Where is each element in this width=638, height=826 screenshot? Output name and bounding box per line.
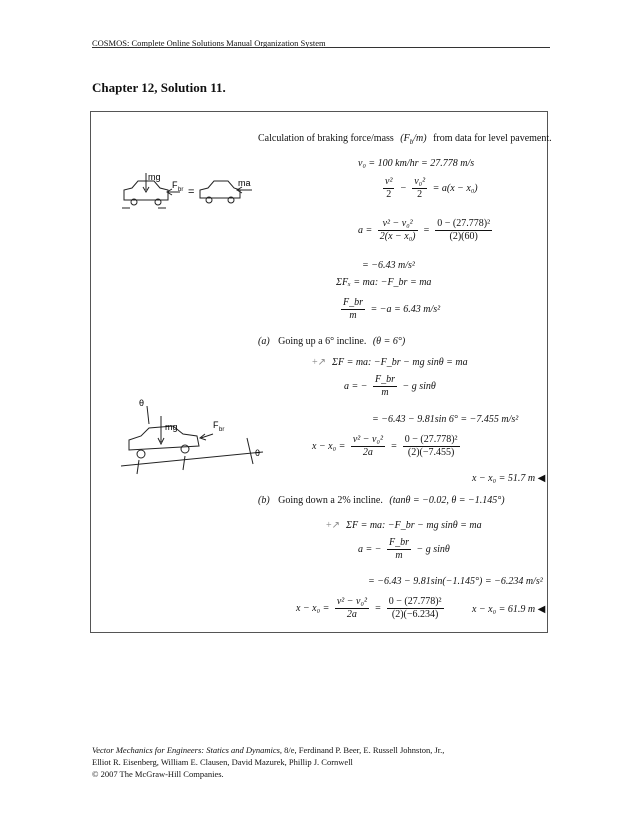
fig2-mg-label: mg: [165, 422, 178, 432]
eq-sum-fx: ΣFₓ = ma: −F_br = ma: [336, 277, 432, 288]
part-a-text: Going up a 6° incline.: [278, 336, 367, 347]
eq-a-sum-f: [312, 357, 468, 368]
footer-book-line: [92, 745, 444, 755]
eq-kin-rhs: = a(x − x₀): [432, 182, 478, 194]
eq-a-acc-den: m: [381, 387, 389, 398]
eq-a-den2: (2)(60): [449, 231, 478, 242]
fig1-equals: =: [188, 186, 195, 198]
part-b-label: (b): [258, 495, 270, 506]
eq-a-num1: v² − v₀²: [378, 218, 418, 231]
fig1-force-label: F: [172, 180, 178, 190]
eq-b-dist-eq: =: [374, 602, 382, 614]
intro-post: from data for level pavement.: [433, 133, 552, 144]
footer-copyright: © 2007 The McGraw-Hill Companies.: [92, 769, 224, 779]
eq-a-eq: =: [423, 224, 430, 236]
answer-a: [472, 473, 545, 484]
eq-b-acc-rhs: − g sinθ: [416, 543, 450, 555]
eq-b-dist-den1: 2a: [346, 609, 357, 620]
eq-b-acc-lhs: a = −: [358, 543, 382, 555]
eq-a-lhs: a =: [358, 224, 373, 236]
intro-pre: Calculation of braking force/mass: [258, 133, 394, 144]
eq-a-dist-den2: (2)(−7.455): [407, 447, 455, 458]
eq-a-dist-den1: 2a: [362, 447, 373, 458]
system-header: COSMOS: Complete Online Solutions Manual Organization System: [92, 38, 326, 48]
eq-a-accel-value: = −6.43 − 9.81sin 6° = −7.455 m/s²: [372, 414, 519, 425]
eq-b-distance: [296, 596, 447, 621]
eq-a-dist-num2: 0 − (27.778)²: [404, 434, 458, 445]
eq-b-acc-den: m: [395, 550, 403, 561]
eq-b-accel-value: = −6.43 − 9.81sin(−1.145°) = −6.234 m/s²: [368, 576, 543, 587]
eq-a-den1: 2(x − x₀): [379, 231, 416, 242]
header-rule: [92, 47, 550, 48]
eq-b-dist-lhs: x − x₀ =: [296, 602, 330, 614]
eq-fbr-over-m: [338, 297, 440, 322]
eq-b-dist-num1: v² − v₀²: [336, 596, 367, 607]
eq-b-sum-f: [326, 520, 482, 531]
eq-a-sumf: ΣF = ma: −F_br − mg sinθ = ma: [332, 357, 468, 368]
eq-a-dist-eq: =: [390, 440, 398, 452]
fig1-mg-label: mg: [148, 172, 161, 182]
eq-a-acc-rhs: − g sinθ: [402, 380, 436, 392]
eq-a-result: = −6.43 m/s²: [362, 260, 415, 271]
eq-v0: v₀ = 100 km/hr = 27.778 m/s: [358, 158, 475, 169]
eq-kin-num2: v₀²: [414, 176, 426, 187]
eq-acceleration-level: [358, 218, 495, 243]
eq-a-num2: 0 − (27.778)²: [437, 218, 491, 229]
eq-a-accel-expr: [344, 374, 436, 399]
eq-fbr-num: F_br: [343, 297, 363, 308]
answer-b-text: x − x₀ = 61.9 m: [472, 604, 536, 615]
footer-book-title: Vector Mechanics for Engineers: Statics and Dynamics: [92, 745, 280, 755]
eq-kin-num1: v²: [385, 176, 393, 187]
eq-a-dist-lhs: x − x₀ =: [312, 440, 346, 452]
eq-kin-den1: 2: [386, 189, 392, 200]
intro-expr: (F: [400, 133, 410, 144]
eq-a-dist-num1: v² − v₀²: [352, 434, 383, 445]
part-a-heading: [258, 336, 405, 347]
eq-b-sumf: ΣF = ma: −F_br − mg sinθ = ma: [346, 520, 482, 531]
fig1-ma-label: ma: [238, 178, 251, 188]
footer-book-rest: , 8/e, Ferdinand P. Beer, E. Russell Johnston, Jr.,: [279, 745, 445, 755]
answer-a-marker: ◀: [537, 473, 546, 484]
eq-a-acc-num: F_br: [375, 374, 395, 385]
fig2-force-label: F: [213, 420, 219, 430]
answer-a-text: x − x₀ = 51.7 m: [472, 473, 536, 484]
eq-a-acc-lhs: a = −: [344, 380, 368, 392]
fig2-force-sub: br: [219, 427, 225, 433]
eq-b-acc-num: F_br: [389, 537, 409, 548]
eq-fbr-rhs: = −a = 6.43 m/s²: [370, 303, 441, 315]
part-b-heading: [258, 495, 505, 506]
intro-sub: b: [409, 138, 414, 146]
part-b-text: Going down a 2% incline.: [278, 495, 383, 506]
sign-convention-icon: +↗: [326, 520, 341, 531]
part-a-label: (a): [258, 336, 270, 347]
sign-convention-icon: +↗: [312, 357, 327, 368]
intro-expr2: /m): [413, 133, 427, 144]
eq-kin-den2: 2: [417, 189, 423, 200]
intro-line: [258, 133, 552, 146]
eq-b-dist-num2: 0 − (27.778)²: [388, 596, 442, 607]
footer-authors: Elliot R. Eisenberg, William E. Clausen, David Mazurek, Phillip J. Cornwell: [92, 757, 353, 767]
eq-b-dist-den2: (2)(−6.234): [391, 609, 439, 620]
fig1-force-sub: br: [178, 187, 184, 193]
answer-b: [472, 604, 545, 615]
eq-kinematic: [380, 176, 478, 201]
eq-a-distance: [312, 434, 463, 459]
free-body-diagram-incline: [117, 398, 267, 478]
free-body-diagram-level: [120, 168, 260, 213]
answer-b-marker: ◀: [537, 604, 546, 615]
eq-fbr-den: m: [349, 310, 357, 321]
fig2-theta-right: θ: [255, 448, 261, 458]
part-b-theta: (tanθ = −0.02, θ = −1.145°): [389, 495, 505, 506]
part-a-theta: (θ = 6°): [372, 336, 406, 347]
eq-kin-minus: −: [399, 182, 407, 194]
chapter-title: Chapter 12, Solution 11.: [92, 80, 226, 95]
fig2-theta-top: θ: [139, 398, 145, 408]
eq-b-accel-expr: [358, 537, 450, 562]
